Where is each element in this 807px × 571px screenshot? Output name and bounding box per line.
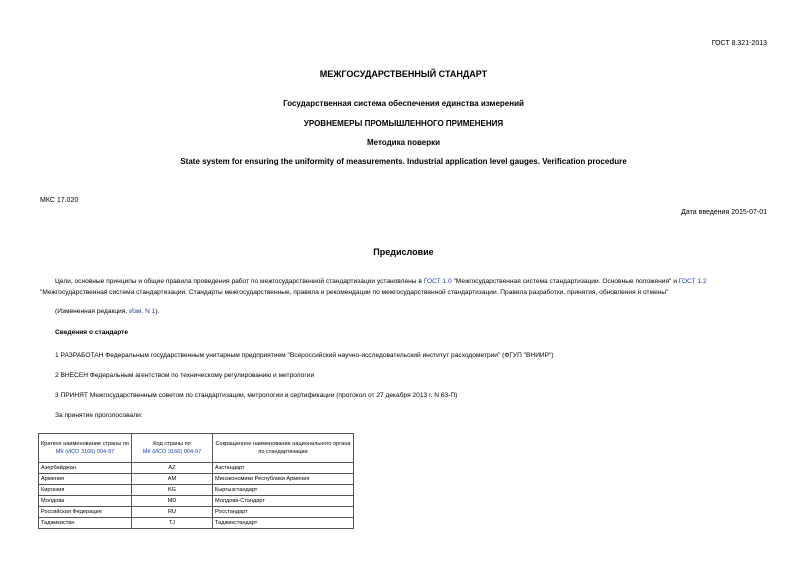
table-header-row: [39, 434, 354, 463]
amendment-link[interactable]: Изм. N 1: [129, 308, 156, 315]
col-code-header: Код страны по МК (ИСО 3166) 004-97: [132, 434, 213, 463]
table-row: Российская Федерация RU Росстандарт: [39, 507, 354, 518]
document-title: УРОВНЕМЕРЫ ПРОМЫШЛЕННОГО ПРИМЕНЕНИЯ: [303, 119, 504, 128]
table-row: Таджикистан TJ Таджикстандарт: [39, 518, 354, 529]
table-row: Киргизия KG Кыргызстандарт: [39, 485, 354, 496]
voting-table: [38, 433, 354, 529]
voted-label: За принятие проголосовали:: [55, 412, 143, 419]
info-item-3: 3 ПРИНЯТ Межгосударственным советом по стандартизации, метрологии и сертификации (протокол от 27 декабря 2013 г. N 63-П): [55, 392, 458, 399]
gost-1-2-link[interactable]: ГОСТ 1.2: [678, 278, 707, 285]
gost-1-0-link[interactable]: ГОСТ 1.0: [423, 278, 452, 285]
standard-type-heading: МЕЖГОСУДАРСТВЕННЫЙ СТАНДАРТ: [319, 69, 488, 79]
table-row: Азербайджан AZ Азстандарт: [39, 463, 354, 474]
col-country-header: Краткое наименование страны по МК (ИСО 3166) 004-97: [39, 434, 132, 463]
method-heading: Методика поверки: [366, 138, 441, 147]
mk-iso-link[interactable]: МК (ИСО 3166) 004-97: [55, 449, 115, 455]
preface-paragraph: Цели, основные принципы и общие правила проведения работ по межгосударственной стандартизации установлены в ГОСТ 1.0 "Межгосударственная система стандартизации. Основные положения" и ГОСТ 1.2 "Межгосударственная система стандартизации. Стандарты межгосударственные, правила и рекомендации по межгосударственной стандартизации. Правила разработки, принятия, обновления и отмены": [40, 278, 707, 296]
intro-date: Дата введения 2015-07-01: [681, 209, 767, 216]
info-item-2: 2 ВНЕСЕН Федеральным агентством по техническому регулированию и метрологии: [55, 372, 315, 379]
system-heading: Государственная система обеспечения единства измерений: [283, 99, 524, 108]
mks-code: МКС 17.020: [40, 197, 79, 204]
col-body-header: Сокращенное наименование национального органа по стандартизации: [213, 434, 354, 463]
preface-heading: Предисловие: [373, 247, 434, 257]
document-code: ГОСТ 8.321-2013: [711, 40, 767, 47]
table-row: Армения AM Минэкономики Республики Армения: [39, 474, 354, 485]
table-row: Молдова MD Молдова-Стандарт: [39, 496, 354, 507]
info-item-1: 1 РАЗРАБОТАН Федеральным государственным унитарным предприятием "Всероссийский научно-исследовательский институт расходометрии" (ФГУП "ВНИИР"): [55, 352, 554, 359]
english-title: State system for ensuring the uniformity of measurements. Industrial application level gauges. Verification procedure: [180, 157, 627, 166]
amendment-note: (Измененная редакция, Изм. N 1).: [55, 308, 160, 315]
standard-info-heading: Сведения о стандарте: [55, 329, 129, 336]
mk-iso-link[interactable]: МК (ИСО 3166) 004-97: [142, 449, 202, 455]
